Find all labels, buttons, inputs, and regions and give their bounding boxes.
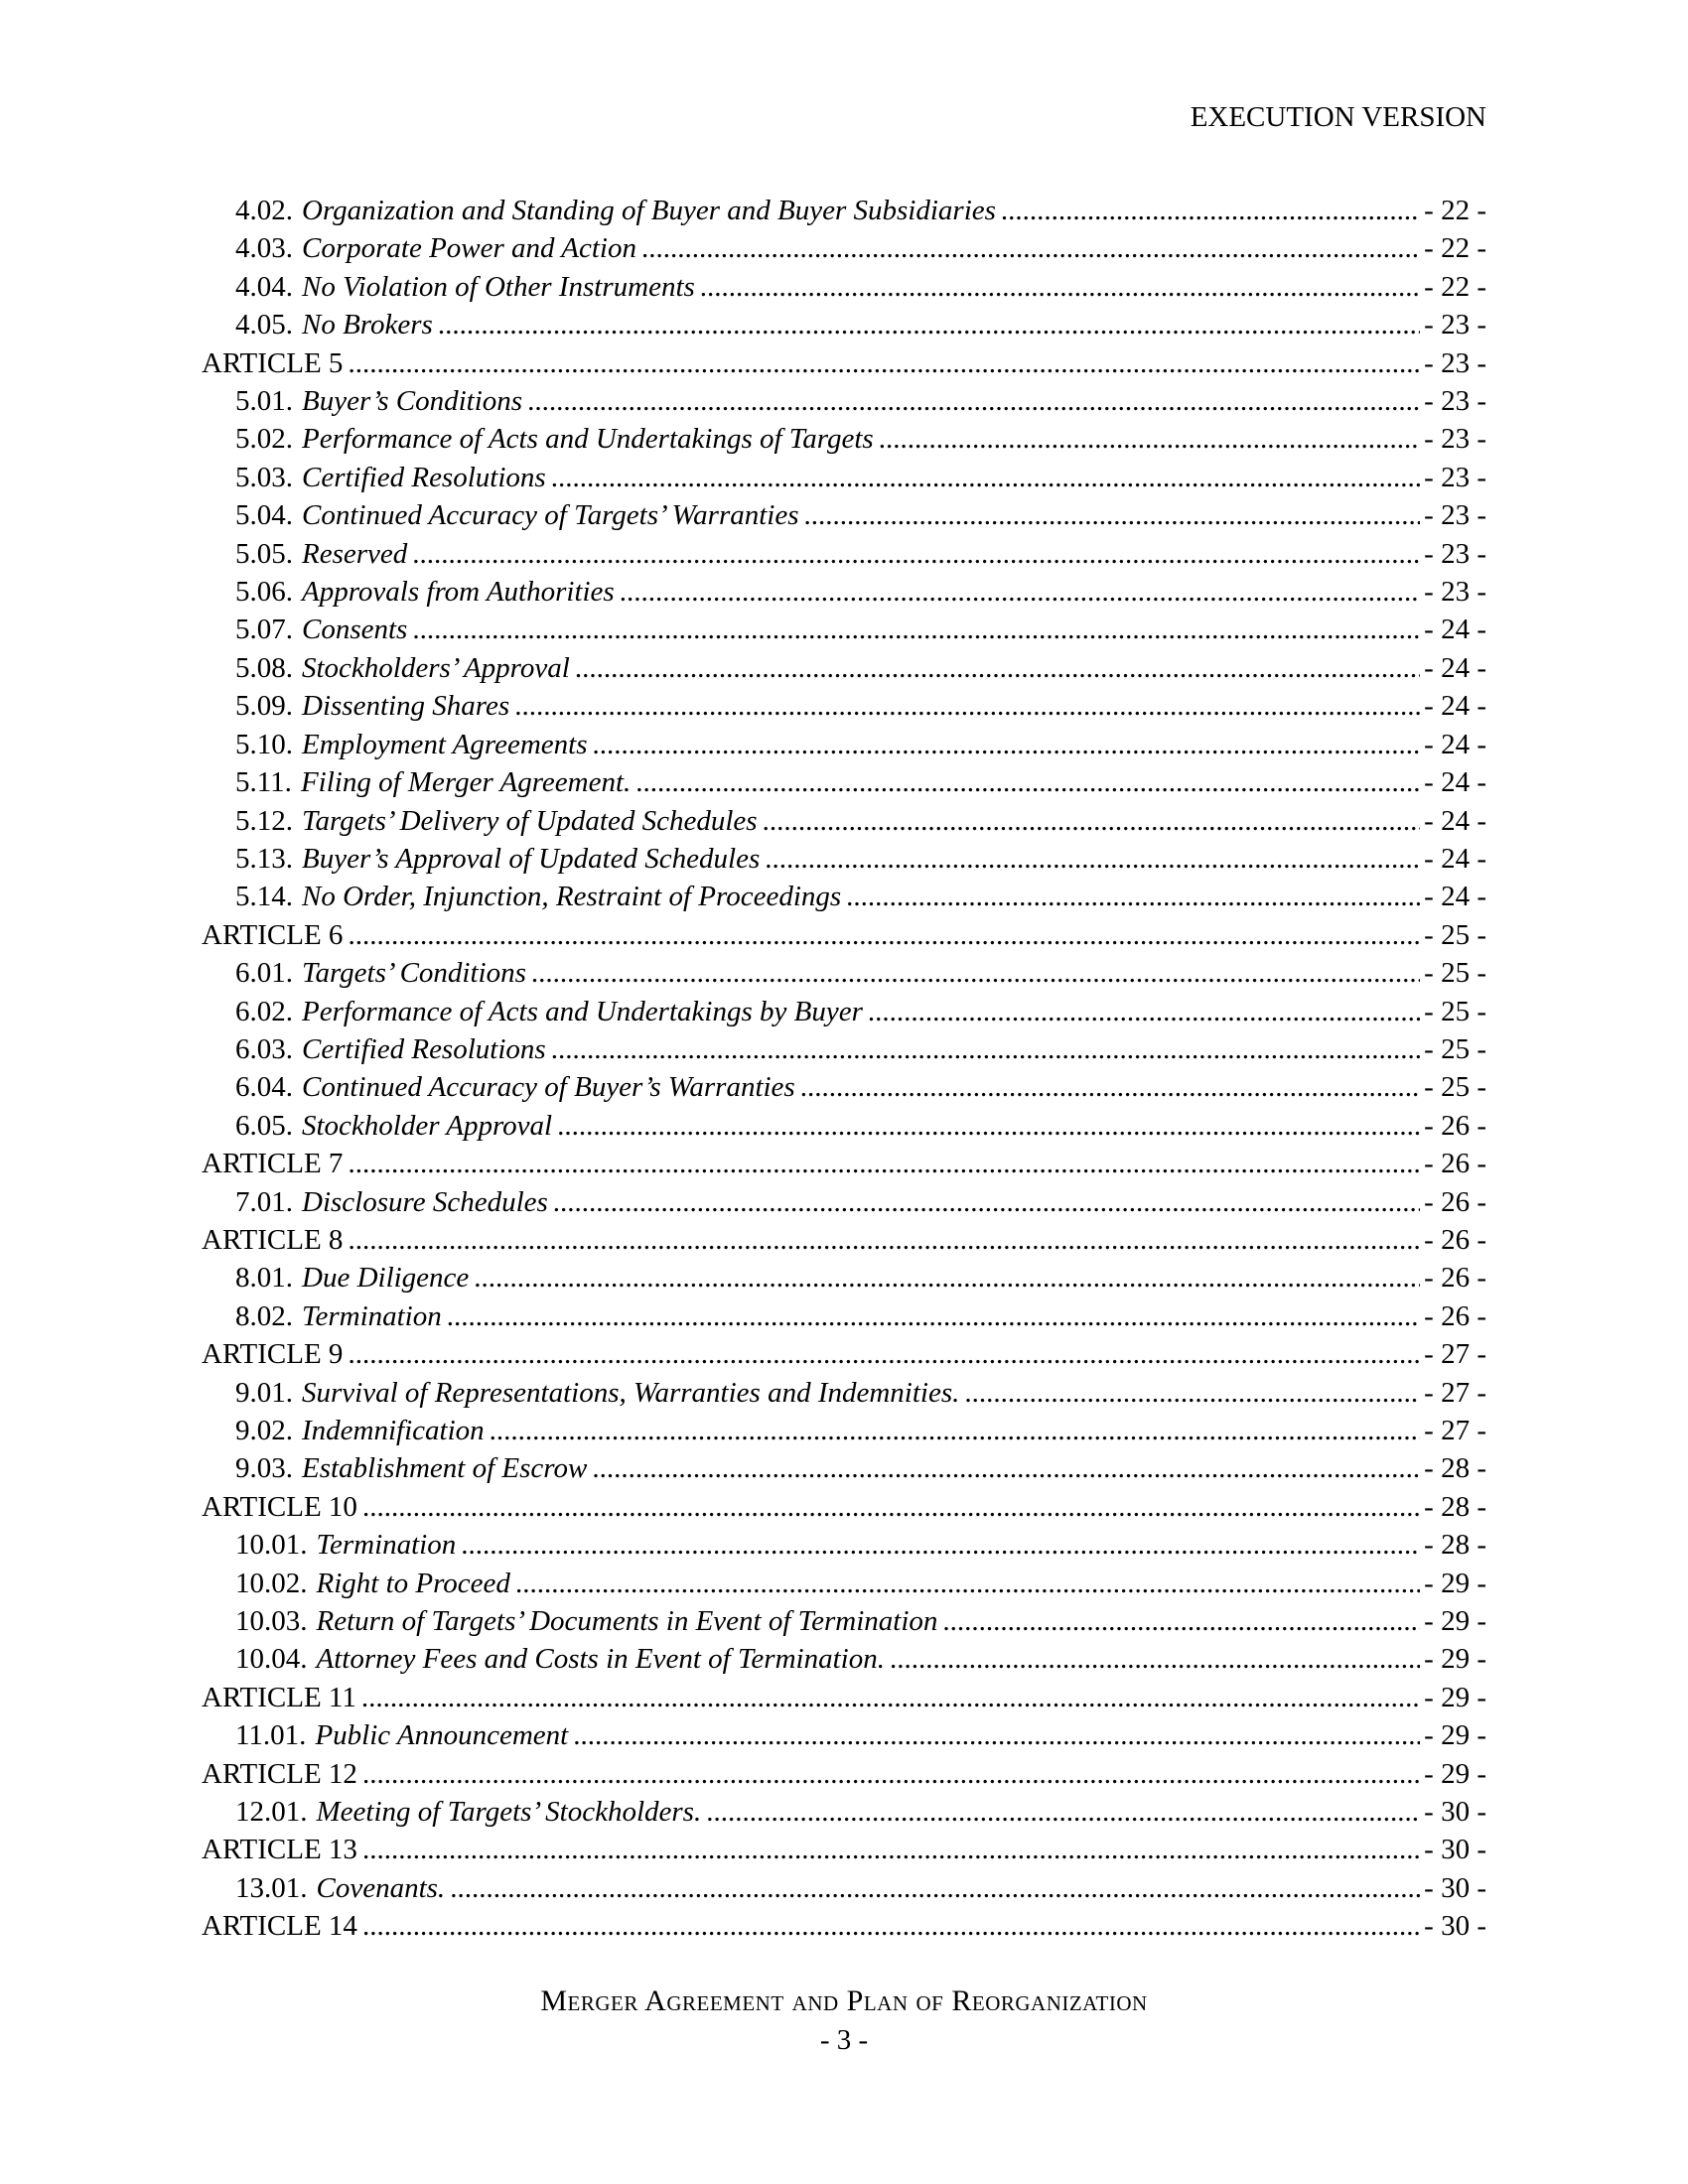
toc-dot-leader (879, 420, 1420, 458)
toc-entry (202, 1297, 1486, 1335)
toc-entry (202, 1030, 1486, 1068)
toc-entry-page: - 30 - (1424, 1834, 1486, 1866)
toc-entry (202, 1640, 1486, 1678)
toc-entry-number: 10.04. (235, 1643, 308, 1676)
toc-entry-title: Approvals from Authorities (302, 576, 615, 609)
footer-document-title: Merger Agreement and Plan of Reorganization (540, 1984, 1148, 2017)
toc-entry-title: Continued Accuracy of Buyer’s Warranties (302, 1071, 795, 1104)
toc-entry-page: - 29 - (1424, 1643, 1486, 1676)
toc-entry-number: ARTICLE 7 (202, 1148, 344, 1180)
toc-entry-number: ARTICLE 11 (202, 1681, 356, 1713)
toc-dot-leader (551, 459, 1420, 496)
toc-entry-page: - 24 - (1424, 881, 1486, 913)
toc-entry (202, 1526, 1486, 1564)
toc-entry-number: 9.03. (235, 1452, 293, 1485)
toc-entry (202, 1565, 1486, 1602)
toc-entry-page: - 24 - (1424, 728, 1486, 760)
toc-entry (202, 1907, 1486, 1945)
toc-entry-page: - 25 - (1424, 918, 1486, 951)
toc-dot-leader (412, 535, 1420, 573)
toc-dot-leader (461, 1526, 1420, 1564)
toc-entry-page: - 27 - (1424, 1415, 1486, 1446)
toc-entry-title: Consents (302, 614, 408, 646)
toc-entry-number: 4.03. (235, 232, 293, 265)
toc-dot-leader (573, 1716, 1420, 1754)
toc-entry (202, 306, 1486, 343)
toc-entry-page: - 24 - (1424, 651, 1486, 684)
toc-entry (202, 1145, 1486, 1182)
toc-entry-page: - 23 - (1424, 309, 1486, 341)
toc-entry-number: 6.04. (235, 1071, 293, 1104)
toc-dot-leader (890, 1640, 1420, 1678)
toc-entry-page: - 27 - (1424, 1338, 1486, 1371)
toc-entry-title: Organization and Standing of Buyer and Buyer Subsidiaries (302, 195, 996, 226)
toc-entry (202, 344, 1486, 382)
toc-entry-page: - 26 - (1424, 1262, 1486, 1295)
toc-entry (202, 1449, 1486, 1487)
toc-dot-leader (765, 840, 1420, 878)
toc-entry-title: Targets’ Delivery of Updated Schedules (302, 804, 758, 837)
toc-entry-page: - 23 - (1424, 385, 1486, 418)
toc-entry-number: 5.11. (235, 766, 292, 799)
toc-entry (202, 916, 1486, 954)
toc-entry-number: 5.01. (235, 385, 293, 418)
toc-entry (202, 763, 1486, 801)
toc-entry-title: Performance of Acts and Undertakings of Targets (302, 423, 874, 456)
toc-entry-title: Due Diligence (302, 1262, 470, 1295)
toc-entry (202, 802, 1486, 840)
toc-entry-page: - 24 - (1424, 690, 1486, 723)
toc-dot-leader (635, 763, 1420, 801)
toc-entry-page: - 26 - (1424, 1109, 1486, 1142)
toc-entry-title: Termination (302, 1299, 442, 1332)
toc-dot-leader (450, 1869, 1420, 1907)
toc-entry-title: Return of Targets’ Documents in Event of Termination (316, 1605, 938, 1638)
toc-dot-leader (514, 687, 1420, 725)
toc-entry-page: - 23 - (1424, 499, 1486, 532)
toc-dot-leader (348, 916, 1420, 954)
toc-entry-title: Attorney Fees and Costs in Event of Termination. (316, 1643, 885, 1676)
toc-dot-leader (553, 1183, 1420, 1221)
toc-entry (202, 1679, 1486, 1716)
toc-entry (202, 420, 1486, 458)
toc-entry (202, 840, 1486, 878)
toc-dot-leader (551, 1030, 1420, 1068)
toc-entry-number: 6.02. (235, 995, 293, 1027)
toc-dot-leader (474, 1259, 1420, 1297)
toc-dot-leader (362, 1755, 1420, 1793)
toc-entry-title: Covenants. (316, 1871, 446, 1904)
toc-dot-leader (515, 1565, 1420, 1602)
toc-entry (202, 611, 1486, 648)
toc-entry-page: - 23 - (1424, 423, 1486, 456)
toc-dot-leader (557, 1107, 1420, 1145)
toc-entry-title: Meeting of Targets’ Stockholders. (316, 1796, 702, 1829)
toc-entry-title: Employment Agreements (302, 728, 588, 760)
toc-entry-page: - 26 - (1424, 1223, 1486, 1256)
toc-entry-number: ARTICLE 6 (202, 918, 344, 951)
toc-entry (202, 535, 1486, 573)
toc-entry (202, 649, 1486, 687)
toc-entry (202, 268, 1486, 306)
toc-entry-number: 5.08. (235, 651, 293, 684)
toc-entry-page: - 24 - (1424, 614, 1486, 646)
toc-entry-number: 10.03. (235, 1605, 308, 1638)
table-of-contents (202, 192, 1486, 1946)
toc-entry-title: Filing of Merger Agreement. (300, 766, 632, 799)
toc-dot-leader (942, 1602, 1420, 1640)
toc-entry-page: - 29 - (1424, 1757, 1486, 1790)
toc-entry-title: Dissenting Shares (302, 690, 510, 723)
toc-dot-leader (964, 1374, 1420, 1412)
toc-dot-leader (348, 1145, 1420, 1182)
toc-dot-leader (348, 1221, 1420, 1259)
toc-entry (202, 573, 1486, 611)
toc-entry (202, 1335, 1486, 1373)
toc-entry (202, 1869, 1486, 1907)
toc-entry (202, 1412, 1486, 1449)
toc-entry (202, 1602, 1486, 1640)
execution-version-label: EXECUTION VERSION (1190, 101, 1486, 133)
toc-dot-leader (641, 229, 1420, 267)
toc-entry-title: Indemnification (302, 1415, 485, 1446)
toc-dot-leader (490, 1412, 1421, 1449)
toc-entry-title: Performance of Acts and Undertakings by Buyer (302, 995, 863, 1027)
toc-entry-number: 4.05. (235, 309, 293, 341)
toc-entry-title: Buyer’s Approval of Updated Schedules (302, 842, 761, 875)
toc-entry (202, 1793, 1486, 1831)
toc-entry (202, 192, 1486, 229)
toc-entry-number: 12.01. (235, 1796, 308, 1829)
toc-entry (202, 1831, 1486, 1868)
toc-entry-page: - 29 - (1424, 1567, 1486, 1599)
toc-entry (202, 1183, 1486, 1221)
toc-entry-page: - 28 - (1424, 1529, 1486, 1562)
toc-dot-leader (620, 573, 1420, 611)
toc-entry-page: - 23 - (1424, 461, 1486, 493)
toc-entry-title: Stockholders’ Approval (302, 651, 570, 684)
toc-entry-page: - 25 - (1424, 1032, 1486, 1065)
toc-entry-number: 6.03. (235, 1032, 293, 1065)
toc-dot-leader (592, 1449, 1420, 1487)
toc-dot-leader (348, 344, 1420, 382)
toc-dot-leader (763, 802, 1421, 840)
toc-entry-number: 6.01. (235, 957, 293, 990)
toc-dot-leader (804, 496, 1421, 534)
toc-entry (202, 1221, 1486, 1259)
toc-entry-number: ARTICLE 12 (202, 1757, 357, 1790)
toc-entry-title: Buyer’s Conditions (302, 385, 523, 418)
toc-entry-page: - 23 - (1424, 346, 1486, 379)
toc-entry-number: 10.01. (235, 1529, 308, 1562)
toc-entry-page: - 29 - (1424, 1719, 1486, 1752)
toc-dot-leader (362, 1907, 1420, 1945)
toc-entry-page: - 29 - (1424, 1605, 1486, 1638)
footer-page-number: - 3 - (819, 2024, 869, 2056)
toc-entry-page: - 22 - (1424, 232, 1486, 265)
toc-entry-page: - 26 - (1424, 1185, 1486, 1218)
toc-entry-title: No Violation of Other Instruments (302, 270, 695, 303)
toc-entry-number: 10.02. (235, 1567, 308, 1599)
toc-entry-page: - 23 - (1424, 537, 1486, 570)
toc-entry-page: - 27 - (1424, 1376, 1486, 1409)
toc-entry-title: Corporate Power and Action (302, 232, 636, 265)
toc-entry-title: Disclosure Schedules (302, 1185, 548, 1218)
toc-entry-number: ARTICLE 10 (202, 1490, 357, 1523)
toc-entry (202, 878, 1486, 915)
toc-entry-page: - 25 - (1424, 957, 1486, 990)
toc-entry-page: - 22 - (1424, 270, 1486, 303)
toc-entry-number: 5.06. (235, 576, 293, 609)
toc-entry-number: 5.02. (235, 423, 293, 456)
toc-entry-title: Termination (316, 1529, 457, 1562)
toc-entry-page: - 29 - (1424, 1681, 1486, 1713)
toc-entry-title: Targets’ Conditions (302, 957, 526, 990)
toc-dot-leader (800, 1068, 1420, 1106)
toc-entry-number: 8.02. (235, 1299, 293, 1332)
toc-entry-title: Public Announcement (315, 1719, 569, 1752)
toc-entry-page: - 26 - (1424, 1148, 1486, 1180)
toc-entry-page: - 26 - (1424, 1299, 1486, 1332)
toc-entry-number: 6.05. (235, 1109, 293, 1142)
toc-dot-leader (362, 1488, 1420, 1526)
toc-entry-number: 5.07. (235, 614, 293, 646)
toc-entry-page: - 24 - (1424, 766, 1486, 799)
toc-entry-title: Continued Accuracy of Targets’ Warranties (302, 499, 799, 532)
toc-entry-number: 9.01. (235, 1376, 293, 1409)
toc-entry-page: - 22 - (1424, 195, 1486, 226)
toc-entry-number: 4.02. (235, 195, 293, 226)
toc-entry-number: 5.12. (235, 804, 293, 837)
toc-entry (202, 1107, 1486, 1145)
toc-entry-number: ARTICLE 9 (202, 1338, 344, 1371)
toc-entry-title: Establishment of Escrow (302, 1452, 588, 1485)
toc-entry-number: 5.09. (235, 690, 293, 723)
toc-dot-leader (575, 649, 1420, 687)
toc-entry (202, 1755, 1486, 1793)
toc-dot-leader (593, 726, 1421, 763)
toc-entry (202, 1488, 1486, 1526)
toc-entry-number: 5.05. (235, 537, 293, 570)
toc-entry-number: 11.01. (235, 1719, 307, 1752)
toc-entry-number: ARTICLE 5 (202, 346, 344, 379)
toc-entry (202, 1716, 1486, 1754)
toc-entry-title: Certified Resolutions (302, 1032, 546, 1065)
toc-entry (202, 1068, 1486, 1106)
toc-dot-leader (846, 878, 1420, 915)
toc-entry-number: 5.04. (235, 499, 293, 532)
toc-entry-page: - 24 - (1424, 842, 1486, 875)
toc-dot-leader (361, 1679, 1420, 1716)
toc-entry (202, 726, 1486, 763)
toc-entry (202, 1374, 1486, 1412)
toc-entry-page: - 28 - (1424, 1490, 1486, 1523)
toc-entry-title: No Order, Injunction, Restraint of Proceedings (302, 881, 842, 913)
toc-entry-number: 5.13. (235, 842, 293, 875)
toc-entry-title: Survival of Representations, Warranties and Indemnities. (302, 1376, 960, 1409)
toc-dot-leader (362, 1831, 1420, 1868)
toc-entry-page: - 30 - (1424, 1871, 1486, 1904)
toc-entry-number: 5.14. (235, 881, 293, 913)
toc-dot-leader (706, 1793, 1420, 1831)
toc-entry-number: 5.10. (235, 728, 293, 760)
toc-dot-leader (700, 268, 1420, 306)
toc-entry-title: Reserved (302, 537, 408, 570)
toc-dot-leader (868, 993, 1420, 1030)
toc-dot-leader (412, 611, 1420, 648)
toc-dot-leader (531, 954, 1420, 992)
toc-entry-title: Right to Proceed (316, 1567, 510, 1599)
toc-entry-number: 9.02. (235, 1415, 293, 1446)
toc-dot-leader (527, 382, 1420, 420)
toc-dot-leader (1001, 192, 1420, 229)
toc-entry (202, 687, 1486, 725)
toc-entry-page: - 28 - (1424, 1452, 1486, 1485)
toc-entry-page: - 24 - (1424, 804, 1486, 837)
toc-entry-page: - 25 - (1424, 1071, 1486, 1104)
toc-dot-leader (447, 1297, 1420, 1335)
toc-entry-page: - 30 - (1424, 1910, 1486, 1943)
toc-entry-title: Certified Resolutions (302, 461, 546, 493)
toc-entry-title: No Brokers (302, 309, 433, 341)
toc-entry-page: - 30 - (1424, 1796, 1486, 1829)
toc-entry-number: ARTICLE 13 (202, 1834, 357, 1866)
toc-entry-number: ARTICLE 8 (202, 1223, 344, 1256)
toc-dot-leader (348, 1335, 1420, 1373)
toc-entry-number: 13.01. (235, 1871, 308, 1904)
toc-entry-number: 5.03. (235, 461, 293, 493)
toc-entry-page: - 23 - (1424, 576, 1486, 609)
toc-entry-page: - 25 - (1424, 995, 1486, 1027)
toc-entry-number: ARTICLE 14 (202, 1910, 357, 1943)
toc-entry (202, 954, 1486, 992)
toc-entry (202, 229, 1486, 267)
toc-entry (202, 496, 1486, 534)
toc-entry (202, 459, 1486, 496)
toc-entry-number: 4.04. (235, 270, 293, 303)
toc-entry (202, 993, 1486, 1030)
toc-entry (202, 1259, 1486, 1297)
toc-dot-leader (438, 306, 1420, 343)
toc-entry-title: Stockholder Approval (302, 1109, 553, 1142)
toc-entry-number: 7.01. (235, 1185, 293, 1218)
toc-entry (202, 382, 1486, 420)
toc-entry-number: 8.01. (235, 1262, 293, 1295)
